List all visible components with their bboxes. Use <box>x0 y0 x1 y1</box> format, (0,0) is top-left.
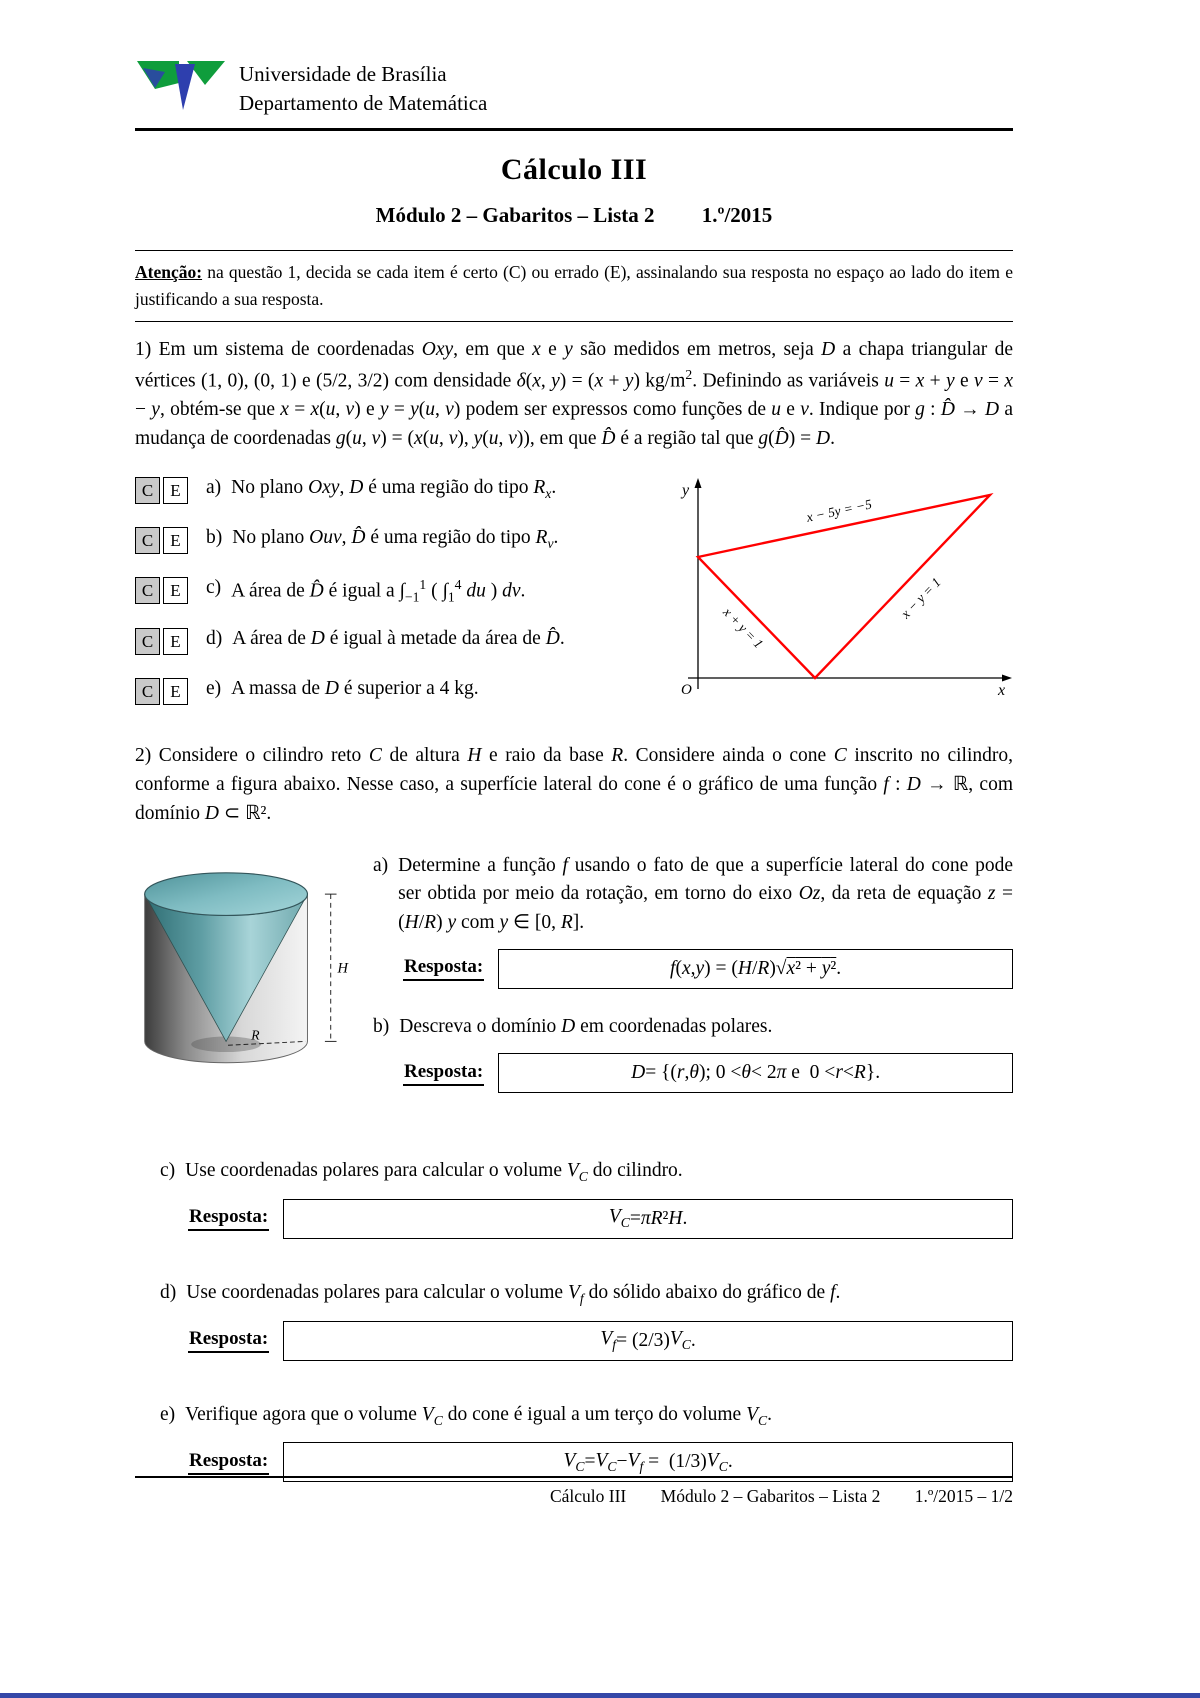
resposta-label: Resposta: <box>188 1206 269 1231</box>
edge-label-right: x − y = 1 <box>897 574 944 622</box>
choice-e-box[interactable]: E <box>163 628 188 655</box>
item-text: Descreva o domínio D em coordenadas polares. <box>399 1015 773 1037</box>
item-text: Determine a função f usando o fato de que a superfície lateral do cone pode ser obtida por meio da rotação, em torno do eixo Oz, da reta de equação z = (H/R) y com y ∈ [0, R]. <box>398 855 1013 933</box>
q1-item-c <box>135 577 660 605</box>
y-axis-arrow <box>695 478 702 488</box>
item-text: A área de D̂ é igual a $\int_{-1}^1$ ( $\int_1^4$ du ) dv. <box>231 576 526 605</box>
q1-item-a <box>135 477 660 504</box>
answer-box-d: $V_f$ = (2/3) $V_C$ . <box>283 1321 1013 1361</box>
document-page <box>135 58 1013 1506</box>
header-university-name: Universidade de Brasília <box>239 62 447 86</box>
q2-item-a <box>373 852 1013 937</box>
q1-item-e-choices <box>135 678 188 705</box>
footer <box>135 1476 1013 1507</box>
q2-item-c <box>160 1157 1013 1187</box>
answer-box-b: D = {( r , θ ); 0 < θ < 2 π e 0 < r < R }. <box>498 1053 1013 1093</box>
item-letter: b) <box>206 526 223 548</box>
item-text: Use coordenadas polares para calcular o volume $V_C$ do cilindro. <box>185 1160 683 1185</box>
q2-right-column <box>373 852 1013 1117</box>
cone-figure <box>135 856 353 1096</box>
q1-item-b <box>135 527 660 554</box>
height-label: H <box>337 960 348 977</box>
choice-c-box[interactable]: C <box>135 477 160 504</box>
choice-c-box[interactable]: C <box>135 678 160 705</box>
header-department-name: Departamento de Matemática <box>239 90 488 115</box>
choice-e-box[interactable]: E <box>163 678 188 705</box>
choice-e-box[interactable]: E <box>163 477 188 504</box>
q1-item-a-choices <box>135 477 188 504</box>
answer-box-e: $V_C$ = $V_C$ − $V_f$ = (1/3) $V_C$ . <box>283 1442 1013 1482</box>
q2-figure-and-items <box>135 852 1013 1117</box>
page-subtitle <box>135 203 1013 228</box>
edge-label-left: x + y = 1 <box>720 604 767 652</box>
item-text: A massa de D é superior a 4 kg. <box>231 678 479 700</box>
x-axis-label: x <box>998 681 1006 698</box>
footer-divider <box>135 1476 1013 1478</box>
q1-items-and-figure <box>135 473 1013 728</box>
y-axis-label: y <box>682 481 690 499</box>
attention-divider-top <box>135 250 1013 251</box>
attention-divider-bottom <box>135 321 1013 322</box>
header-divider <box>135 128 1013 131</box>
answer-box-a: f ( x , y ) = ( H / R )√ x² + y² . <box>498 949 1013 989</box>
q1-item-c-choices <box>135 577 188 604</box>
item-letter: b) <box>373 1015 390 1037</box>
q2-answer-a-row <box>403 949 1013 989</box>
radius-label: R <box>251 1027 260 1043</box>
item-text: Verifique agora que o volume $V_C$ do cone é igual a um terço do volume $V_C$. <box>185 1403 772 1428</box>
item-letter: c) <box>206 576 222 598</box>
resposta-label: Resposta: <box>403 1061 484 1086</box>
resposta-label: Resposta: <box>403 956 484 981</box>
cone-base-ellipse <box>145 873 308 916</box>
q1-items <box>135 473 660 728</box>
q2-item-d-block <box>135 1279 1013 1361</box>
q2-answer-d-row <box>188 1321 1013 1361</box>
cone-figure-container <box>135 852 373 1117</box>
edge-label-top: x − 5y = −5 <box>805 496 874 525</box>
choice-e-box[interactable]: E <box>163 577 188 604</box>
page-title: Cálculo III <box>500 152 648 186</box>
subtitle-text: Módulo 2 – Gabaritos – Lista 2 <box>375 202 655 227</box>
footer-course: Cálculo III <box>549 1486 627 1506</box>
item-letter: e) <box>160 1403 176 1425</box>
unb-logo <box>135 58 227 112</box>
q2-item-b <box>373 1013 1013 1041</box>
item-text: Use coordenadas polares para calcular o volume $V_f$ do sólido abaixo do gráfico de f. <box>186 1281 841 1306</box>
header-text <box>239 58 487 118</box>
page-bottom-edge <box>0 1693 1200 1698</box>
item-letter: d) <box>206 628 223 650</box>
q1-item-d-choices <box>135 628 188 655</box>
attention-note: Atenção: na questão 1, decida se cada item é certo (C) ou errado (E), assinalando sua resposta no espaço ao lado do item e justificando a sua resposta. <box>135 261 1013 310</box>
item-letter: d) <box>160 1281 177 1303</box>
item-letter: a) <box>206 476 222 498</box>
q2-item-c-block <box>135 1157 1013 1239</box>
choice-c-box[interactable]: C <box>135 628 160 655</box>
term-label: 1.º/2015 <box>701 202 773 227</box>
logo-blue-center <box>175 64 195 110</box>
region-d-boundary <box>698 495 990 678</box>
resposta-label: Resposta: <box>188 1450 269 1475</box>
q1-statement: 1) Em um sistema de coordenadas Oxy, em que x e y são medidos em metros, seja D a chapa triangular de vértices (1, 0), (0, 1) e (5/2, 3/2) com densidade δ(x, y) = (x + y) $kg/m^2$. Definindo as variáveis u = x + y e v = x − y, obtém-se que x = x(u, v) e y = y(u, v) podem ser expressos como funções de u e v. Indique por g : D̂ → D a mudança de coordenadas g(u, v) = (x(u, v), y(u, v)), em que D̂ é a região tal que g(D̂) = D. <box>135 339 1014 449</box>
header <box>135 58 1013 118</box>
answer-box-c: $V_C$ = πR ² H . <box>283 1199 1013 1239</box>
x-axis-arrow <box>1002 674 1012 681</box>
q2-item-e-block <box>135 1401 1013 1483</box>
triangle-figure <box>668 473 1013 698</box>
q1-item-b-choices <box>135 527 188 554</box>
item-letter: a) <box>373 855 389 877</box>
q2-item-e <box>160 1401 1013 1431</box>
origin-label: O <box>681 681 692 698</box>
item-letter: c) <box>160 1160 176 1182</box>
item-text: A área de D é igual à metade da área de D̂. <box>232 628 565 650</box>
item-letter: e) <box>206 678 222 700</box>
item-text: No plano Ouv, D̂ é uma região do tipo $R_v$. <box>232 526 559 551</box>
choice-c-box[interactable]: C <box>135 527 160 554</box>
choice-e-box[interactable]: E <box>163 527 188 554</box>
q2-answer-b-row <box>403 1053 1013 1093</box>
footer-module: Módulo 2 – Gabaritos – Lista 2 <box>660 1486 881 1506</box>
choice-c-box[interactable]: C <box>135 577 160 604</box>
q2-statement: 2) Considere o cilindro reto C de altura H e raio da base R. Considere ainda o cone C inscrito no cilindro, conforme a figura abaixo. Nesse caso, a superfície lateral do cone é o gráfico de uma função f : D → ℝ, com domínio D ⊂ ℝ². <box>135 745 1013 824</box>
item-text: No plano Oxy, D é uma região do tipo $R_x$. <box>231 476 557 501</box>
triangle-figure-container <box>668 473 1013 728</box>
q2-answer-c-row <box>188 1199 1013 1239</box>
footer-page-number: 1.º/2015 – 1/2 <box>914 1486 1013 1506</box>
resposta-label: Resposta: <box>188 1328 269 1353</box>
q2-item-d <box>160 1279 1013 1309</box>
footer-text <box>135 1486 1013 1507</box>
q1-item-e <box>135 678 660 705</box>
q1-item-d <box>135 628 660 655</box>
